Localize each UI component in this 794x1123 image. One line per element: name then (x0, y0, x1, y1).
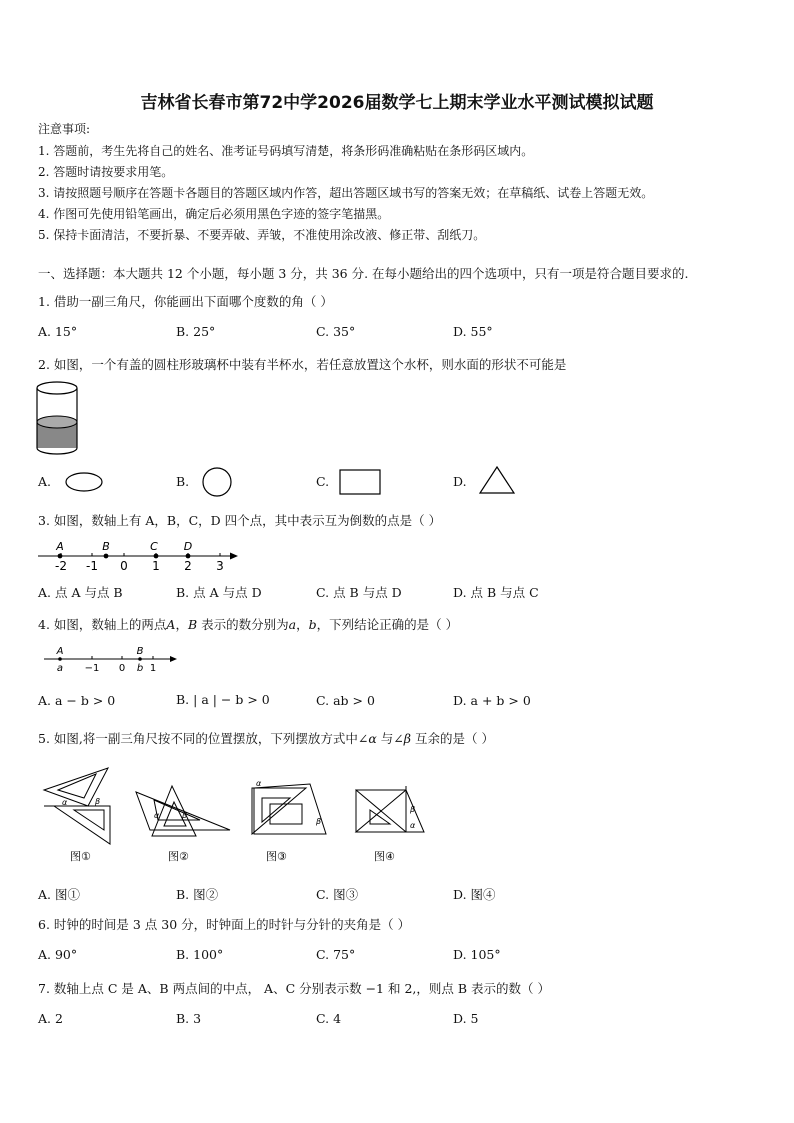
point-label: D (183, 540, 193, 553)
q5-option-c: C. 图③ (316, 887, 359, 902)
q1-option-c: C. 35° (316, 324, 356, 339)
q4-number-line (40, 644, 182, 676)
q5-option-d: D. 图④ (453, 887, 496, 902)
svg-text:0: 0 (118, 663, 126, 674)
ellipse-icon (64, 471, 106, 493)
q3-number-line (34, 536, 244, 572)
svg-text:b: b (136, 663, 144, 674)
point-a (58, 554, 63, 559)
q7-option-c: C. 4 (316, 1011, 342, 1026)
question-4-stem: 4. 如图，数轴上的两点A，B 表示的数分别为a，b，下列结论正确的是（ ） (38, 617, 459, 632)
svg-text:α: α (154, 811, 160, 820)
q5-option-b: B. 图② (176, 887, 219, 902)
q4-option-b: B. | a | − b > 0 (176, 692, 270, 707)
q1-option-d: D. 55° (453, 324, 493, 339)
q2-option-b-label: B. (176, 474, 190, 489)
q2-option-a-label: A. (38, 474, 52, 489)
q7-option-a: A. 2 (38, 1011, 63, 1026)
question-3-stem: 3. 如图，数轴上有 A，B，C，D 四个点，其中表示互为倒数的点是（ ） (38, 513, 442, 528)
notice-item: 4. 作图可先使用铅笔画出，确定后必须用黑色字迹的签字笔描黑。 (38, 207, 390, 221)
section-heading: 一、选择题：本大题共 12 个小题，每小题 3 分，共 36 分. 在每小题给出的四个选项中，只有一项是符合题目要求的. (38, 266, 689, 281)
svg-text:B: B (136, 646, 144, 657)
tick-label: -2 (55, 559, 67, 572)
circle-icon (200, 466, 234, 498)
tick-label: 2 (184, 559, 192, 572)
point-c (154, 554, 159, 559)
question-7-stem: 7. 数轴上点 C 是 A、B 两点间的中点， A、C 分别表示数 −1 和 2,，则点 B 表示的数（ ） (38, 981, 550, 996)
q1-option-b: B. 25° (176, 324, 216, 339)
question-1-stem: 1. 借助一副三角尺，你能画出下面哪个度数的角（ ） (38, 294, 333, 309)
point-label: A (56, 540, 64, 553)
triangle-rulers-figures (40, 762, 440, 868)
svg-text:1: 1 (149, 663, 157, 674)
svg-text:α: α (410, 821, 416, 830)
figure-caption: 图④ (374, 850, 395, 863)
svg-text:β: β (95, 797, 101, 806)
q3-option-d: D. 点 B 与点 C (453, 585, 539, 600)
svg-text:β: β (410, 805, 416, 814)
svg-text:α: α (62, 798, 68, 807)
point-label: B (102, 540, 110, 553)
page-title: 吉林省长春市第72中学2026届数学七上期末学业水平测试模拟试题 (140, 93, 654, 113)
figure-3 (252, 784, 326, 834)
notice-item: 1. 答题前，考生先将自己的姓名、准考证号码填写清楚，将条形码准确粘贴在条形码区域内。 (38, 144, 534, 158)
notice-item: 2. 答题时请按要求用笔。 (38, 165, 174, 179)
notice-item: 5. 保持卡面清洁，不要折暴、不要弄破、弄皱，不准使用涂改液、修正带、刮纸刀。 (38, 228, 486, 242)
svg-text:β: β (182, 811, 188, 820)
question-5-stem: 5. 如图,将一副三角尺按不同的位置摆放，下列摆放方式中∠α 与∠β 互余的是（ ） (38, 731, 494, 746)
q6-option-b: B. 100° (176, 947, 224, 962)
point-label: C (150, 540, 158, 553)
q3-option-a: A. 点 A 与点 B (38, 585, 123, 600)
q3-option-c: C. 点 B 与点 D (316, 585, 402, 600)
triangle-icon (478, 464, 518, 496)
tick-label: -1 (86, 559, 98, 572)
svg-text:β: β (316, 817, 322, 826)
q6-option-c: C. 75° (316, 947, 356, 962)
q3-option-b: B. 点 A 与点 D (176, 585, 262, 600)
q6-option-d: D. 105° (453, 947, 501, 962)
svg-text:a: a (56, 663, 64, 674)
q4-option-a: A. a − b > 0 (38, 693, 116, 708)
question-6-stem: 6. 时钟的时间是 3 点 30 分，时钟面上的时针与分针的夹角是（ ） (38, 917, 411, 932)
figure-caption: 图① (70, 850, 91, 863)
figure-1 (44, 768, 110, 844)
q2-option-d-label: D. (453, 474, 467, 489)
point-d (186, 554, 191, 559)
question-2-stem: 2. 如图，一个有盖的圆柱形玻璃杯中装有半杯水，若任意放置这个水杯，则水面的形状不可能是 (38, 357, 567, 372)
q6-option-a: A. 90° (38, 947, 78, 962)
q2-option-c-label: C. (316, 474, 330, 489)
figure-caption: 图③ (266, 850, 287, 863)
glass-cylinder-figure (34, 378, 84, 458)
q4-option-c: C. ab > 0 (316, 693, 375, 708)
q7-option-b: B. 3 (176, 1011, 202, 1026)
tick-label: 0 (120, 559, 128, 572)
svg-text:α: α (256, 779, 262, 788)
svg-text:A: A (56, 646, 64, 657)
q5-option-a: A. 图① (38, 887, 80, 902)
notice-item: 3. 请按照题号顺序在答题卡各题目的答题区域内作答，超出答题区域书写的答案无效；在草稿纸、试卷上答题无效。 (38, 186, 654, 200)
tick-label: 1 (152, 559, 160, 572)
notice-heading: 注意事项: (38, 122, 91, 136)
tick-label: 3 (216, 559, 224, 572)
svg-text:−1: −1 (84, 663, 100, 674)
q4-option-d: D. a + b > 0 (453, 693, 531, 708)
point-b (104, 554, 109, 559)
q1-option-a: A. 15° (38, 324, 78, 339)
q7-option-d: D. 5 (453, 1011, 479, 1026)
rectangle-icon (338, 468, 384, 498)
figure-caption: 图② (168, 850, 189, 863)
